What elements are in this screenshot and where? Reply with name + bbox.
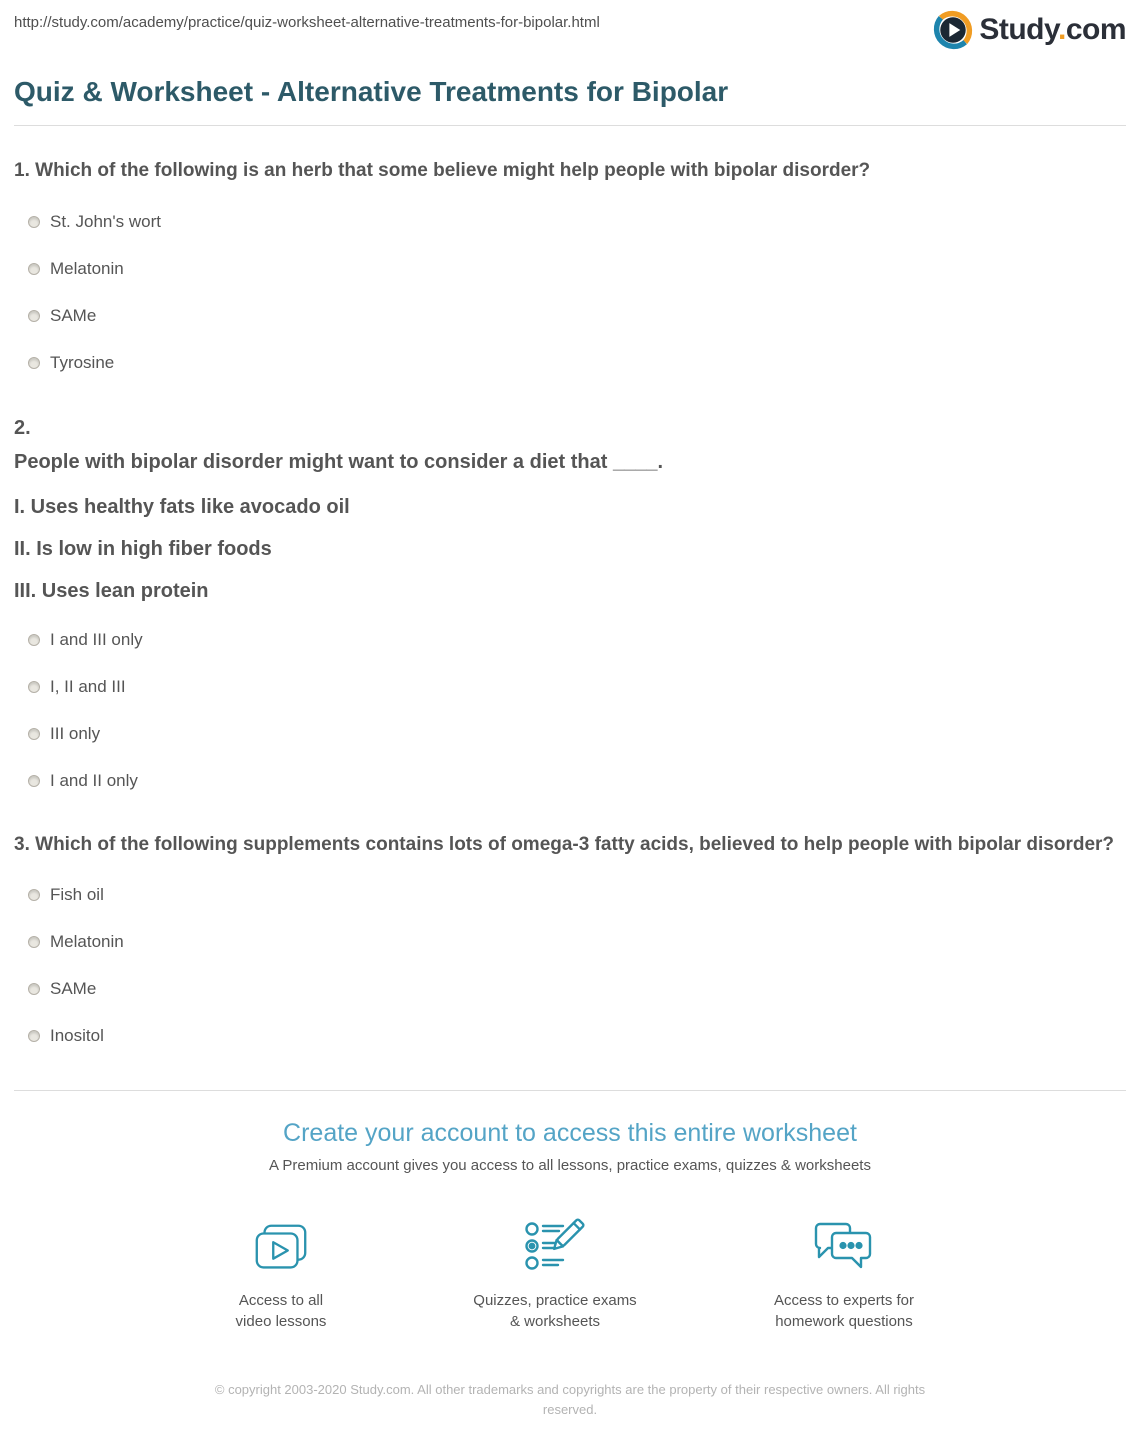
option-label[interactable]: Tyrosine: [50, 352, 115, 372]
radio-button[interactable]: [28, 936, 40, 948]
question-2-number: 2.: [14, 416, 31, 439]
q3-option-1[interactable]: [14, 885, 1126, 905]
q2-option-2[interactable]: [14, 677, 1126, 697]
option-label[interactable]: St. John's wort: [50, 211, 161, 231]
benefit-label: Access to experts for homework questions: [773, 1292, 915, 1331]
header: [14, 10, 1126, 50]
question-3: [14, 831, 1126, 1047]
benefit-label: Quizzes, practice exams & worksheets: [473, 1292, 637, 1331]
experts-chat-icon: [812, 1218, 876, 1276]
benefit-label: Access to all video lessons: [235, 1292, 327, 1331]
radio-button[interactable]: [28, 889, 40, 901]
cta-divider: [14, 1090, 1126, 1091]
option-label[interactable]: Inositol: [50, 1026, 104, 1046]
q1-option-2[interactable]: [14, 259, 1126, 279]
page-title: Quiz & Worksheet - Alternative Treatments for Bipolar: [14, 76, 729, 107]
question-2-stem: People with bipolar disorder might want to consider a diet that ____.: [14, 450, 663, 473]
radio-button[interactable]: [28, 775, 40, 787]
option-label[interactable]: I, II and III: [50, 676, 126, 696]
option-label[interactable]: Melatonin: [50, 258, 124, 278]
radio-button[interactable]: [28, 357, 40, 369]
question-2-item-2: II. Is low in high fiber foods: [14, 537, 272, 560]
video-lessons-icon: [250, 1218, 312, 1276]
q1-option-3[interactable]: [14, 306, 1126, 326]
q2-option-3[interactable]: [14, 724, 1126, 744]
radio-button[interactable]: [28, 983, 40, 995]
q3-option-2[interactable]: [14, 932, 1126, 952]
benefit-experts-chat: [754, 1218, 934, 1332]
question-2-item-1: I. Uses healthy fats like avocado oil: [14, 495, 350, 518]
option-label[interactable]: SAMe: [50, 305, 97, 325]
radio-button[interactable]: [28, 216, 40, 228]
q2-option-1[interactable]: [14, 630, 1126, 650]
benefits-row: [14, 1218, 1126, 1332]
question-1-options: [14, 212, 1126, 373]
option-label[interactable]: III only: [50, 723, 101, 743]
cta-section: [14, 1119, 1126, 1332]
option-label[interactable]: Melatonin: [50, 932, 124, 952]
radio-button[interactable]: [28, 263, 40, 275]
question-2-item-3: III. Uses lean protein: [14, 579, 209, 602]
q1-option-4[interactable]: [14, 353, 1126, 373]
question-1-stem: 1. Which of the following is an herb that some believe might help people with bipolar disorder?: [14, 160, 871, 181]
play-circle-icon: [933, 10, 973, 50]
question-2-options: [14, 630, 1126, 791]
cta-heading: Create your account to access this entire worksheet: [283, 1119, 857, 1148]
option-label[interactable]: SAMe: [50, 979, 97, 999]
copyright-notice: © copyright 2003-2020 Study.com. All other trademarks and copyrights are the property of their respective owners. All rights reserved.: [214, 1382, 926, 1418]
q3-option-4[interactable]: [14, 1026, 1126, 1046]
benefit-quizzes-worksheets: [440, 1218, 670, 1332]
radio-button[interactable]: [28, 681, 40, 693]
option-label[interactable]: Fish oil: [50, 885, 104, 905]
radio-button[interactable]: [28, 1030, 40, 1042]
logo-wordmark: Study.com: [979, 13, 1126, 46]
option-label[interactable]: I and II only: [50, 770, 138, 790]
q3-option-3[interactable]: [14, 979, 1126, 999]
radio-button[interactable]: [28, 634, 40, 646]
benefit-video-lessons: [206, 1218, 356, 1332]
studycom-logo[interactable]: [933, 10, 1126, 50]
q1-option-1[interactable]: [14, 212, 1126, 232]
question-2: [14, 417, 1126, 791]
option-label[interactable]: I and III only: [50, 629, 143, 649]
q2-option-4[interactable]: [14, 771, 1126, 791]
question-3-options: [14, 885, 1126, 1046]
title-divider: [14, 125, 1126, 126]
question-1: [14, 157, 1126, 373]
page-url: http://study.com/academy/practice/quiz-worksheet-alternative-treatments-for-bipolar.html: [14, 14, 600, 31]
radio-button[interactable]: [28, 728, 40, 740]
radio-button[interactable]: [28, 310, 40, 322]
cta-subheading: A Premium account gives you access to all lessons, practice exams, quizzes & worksheets: [269, 1157, 871, 1175]
question-3-stem: 3. Which of the following supplements contains lots of omega-3 fatty acids, believed to help people with bipolar disorder?: [14, 833, 1115, 855]
quizzes-worksheets-icon: [522, 1218, 588, 1276]
